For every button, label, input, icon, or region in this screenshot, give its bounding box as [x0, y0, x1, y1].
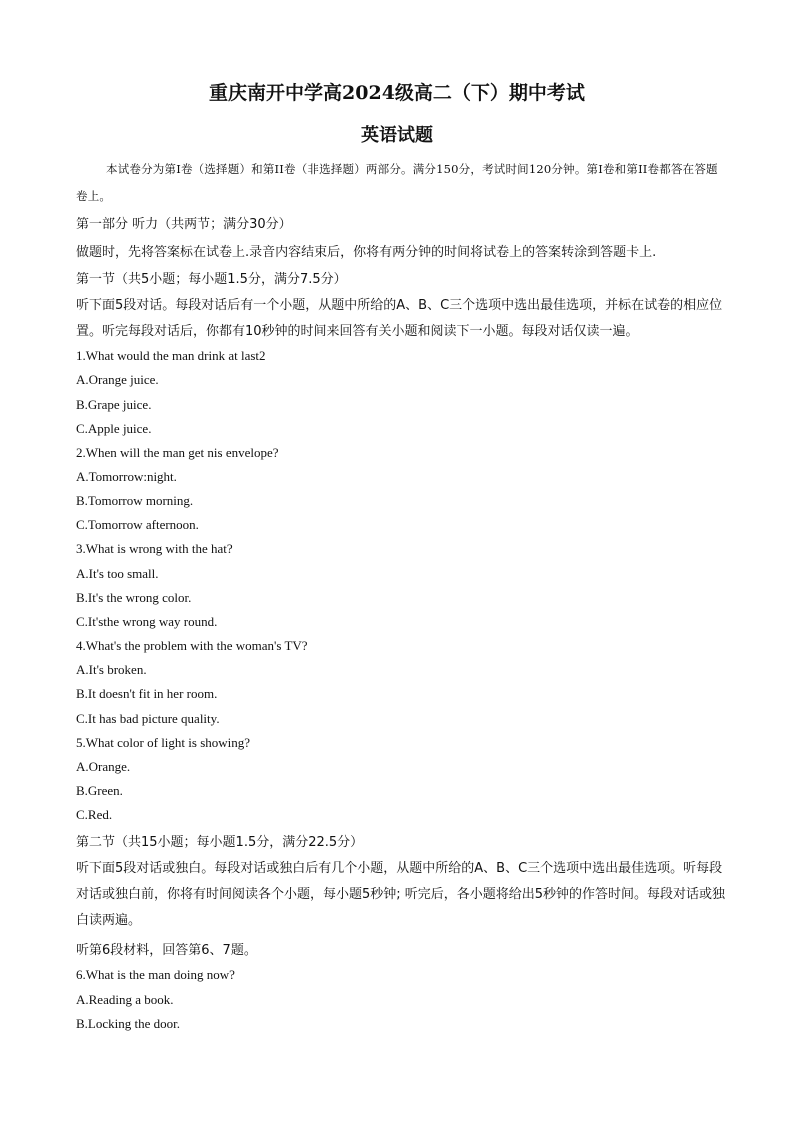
material-note: 听第6段材料，回答第6、7题。: [76, 943, 257, 958]
option-text: C.It'sthe wrong way round.: [76, 614, 218, 629]
option-text: A.It's too small.: [76, 566, 159, 581]
option-text: C.Apple juice.: [76, 421, 152, 436]
section2-instructions: 听下面5段对话或独白。每段对话或独白后有几个小题，从题中所给的A、B、C三个选项中选出最佳选项。听每段对话或独白前，你将有时间阅读各个小题，每小题5秒钟; 听完后，各小题将给出5秒钟的作答时间。每段对话或独白读两遍。: [76, 861, 726, 928]
section2-heading: 第二节（共15小题；每小题1.5分，满分22.5分）: [76, 835, 364, 850]
question-text: 3.What is wrong with the hat?: [76, 541, 233, 556]
section1-heading: 第一节（共5小题；每小题1.5分，满分7.5分）: [76, 272, 347, 287]
part1-note: 做题时，先将答案标在试卷上.录音内容结束后，你将有两分钟的时间将试卷上的答案转涂到答题卡上.: [76, 245, 657, 260]
page-subtitle: 英语试题: [361, 125, 433, 146]
option-text: B.It's the wrong color.: [76, 590, 192, 605]
question-text: 5.What color of light is showing?: [76, 735, 251, 750]
option-text: A.It's broken.: [76, 662, 147, 677]
option-text: A.Orange juice.: [76, 372, 159, 387]
option-text: C.Red.: [76, 807, 113, 822]
question-text: 2.When will the man get nis envelope?: [76, 445, 279, 460]
part1-heading: 第一部分 听力（共两节；满分30分）: [76, 217, 292, 232]
page-title: 重庆南开中学高2024级高二（下）期中考试: [209, 82, 585, 104]
option-text: C.Tomorrow afternoon.: [76, 517, 199, 532]
option-text: A.Reading a book.: [76, 992, 174, 1007]
section1-instructions: 听下面5段对话。每段对话后有一个小题，从题中所给的A、B、C三个选项中选出最佳选项，并标在试卷的相应位置。听完每段对话后，你都有10秒钟的时间来回答有关小题和阅读下一小题。每段对话仅读一遍。: [76, 298, 723, 339]
option-text: B.Tomorrow morning.: [76, 493, 194, 508]
option-text: C.It has bad picture quality.: [76, 711, 220, 726]
option-text: B.It doesn't fit in her room.: [76, 686, 218, 701]
question-text: 6.What is the man doing now?: [76, 967, 235, 982]
option-text: A.Tomorrow:night.: [76, 469, 177, 484]
option-text: B.Locking the door.: [76, 1016, 180, 1031]
option-text: A.Orange.: [76, 759, 131, 774]
option-text: B.Grape juice.: [76, 397, 152, 412]
option-text: B.Green.: [76, 783, 123, 798]
exam-intro: 本试卷分为第I卷（选择题）和第II卷（非选择题）两部分。满分150分，考试时间120分钟。第I卷和第II卷都答在答题卷上。: [76, 162, 718, 203]
question-text: 4.What's the problem with the woman's TV?: [76, 638, 308, 653]
question-text: 1.What would the man drink at last2: [76, 348, 266, 363]
